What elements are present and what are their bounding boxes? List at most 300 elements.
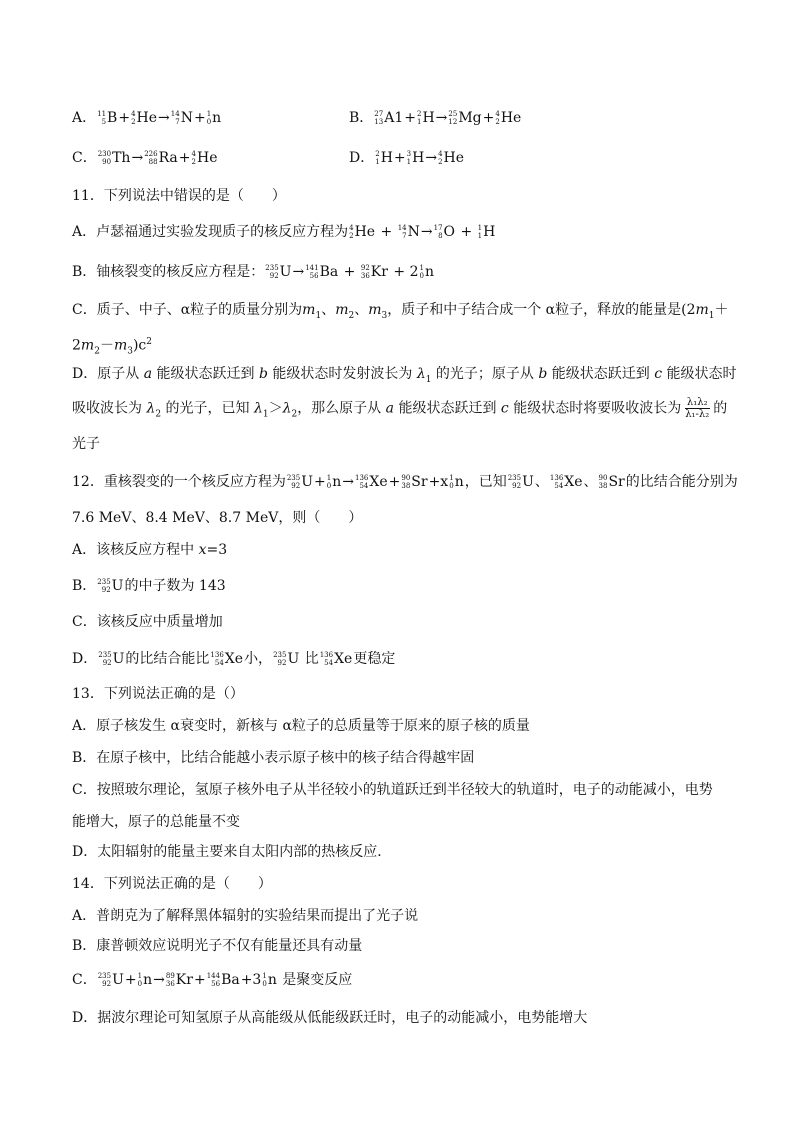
- mass-number: 92: [360, 264, 370, 272]
- element-symbol: H: [422, 110, 435, 126]
- text: 能级状态跃迁到: [394, 400, 501, 417]
- text: 的比结合能分别为: [625, 474, 738, 490]
- nuclide-scripts: [207, 972, 220, 988]
- fraction-denominator: λ₁-λ₂: [685, 409, 710, 420]
- text: 吸收波长为: [72, 400, 147, 417]
- element-symbol: n: [332, 474, 342, 490]
- text: 能级状态跃迁到: [547, 366, 655, 382]
- atomic-number: 7: [175, 118, 180, 126]
- text: 的光子；原子从: [431, 366, 539, 382]
- element-symbol: H: [412, 150, 425, 166]
- element-symbol: He: [136, 110, 158, 126]
- text: )c: [132, 337, 147, 354]
- text: +: [388, 474, 401, 490]
- atomic-number: 1: [416, 118, 422, 126]
- mass-number: 1: [449, 474, 454, 482]
- text: +: [314, 474, 326, 490]
- option-label: B．: [72, 578, 97, 594]
- element-symbol: n: [267, 972, 277, 988]
- nuclide-scripts: [210, 651, 223, 667]
- atomic-number: 54: [324, 659, 334, 667]
- plus-sign: +: [339, 264, 360, 280]
- nuclide-scripts: [417, 110, 421, 126]
- var: b: [258, 366, 268, 382]
- q14-option-c: [72, 970, 352, 990]
- atomic-number: 56: [211, 980, 221, 988]
- nuclide-scripts: [398, 224, 407, 240]
- element-symbol: U: [287, 651, 300, 667]
- atomic-number: 5: [101, 118, 107, 126]
- var: m: [302, 302, 316, 318]
- atomic-number: 54: [214, 659, 224, 667]
- atomic-number: 90: [102, 158, 112, 166]
- nuclide-scripts: [262, 972, 266, 988]
- sub: 3: [381, 310, 388, 321]
- mass-number: 90: [401, 474, 411, 482]
- mass-number: 14: [170, 110, 180, 118]
- atomic-number: 8: [438, 232, 443, 240]
- sub: 1: [708, 310, 715, 321]
- q13-option-c-line2: 能增大，原子的总能量不变: [72, 814, 240, 830]
- nuclide-scripts: [98, 651, 111, 667]
- arrow: →: [420, 224, 433, 240]
- mass-number: 144: [206, 972, 221, 980]
- mass-number: 89: [165, 972, 175, 980]
- mass-number: 25: [448, 110, 458, 118]
- q11-option-b: [72, 262, 435, 282]
- option-label: C．: [72, 972, 97, 988]
- nuclide-scripts: [401, 474, 410, 490]
- nuclide-scripts: [138, 972, 142, 988]
- text: +: [193, 972, 206, 988]
- plus-sign: +: [376, 224, 397, 240]
- element-symbol: Ba: [319, 264, 339, 280]
- nuclide: [98, 970, 124, 990]
- var: m: [80, 337, 95, 354]
- mass-number: 226: [144, 150, 158, 158]
- element-symbol: He: [196, 150, 218, 166]
- sub: 3: [127, 346, 133, 357]
- element-symbol: He: [354, 224, 376, 240]
- option-label: C．: [72, 150, 97, 166]
- plus-sign: +: [456, 224, 477, 240]
- var: b: [538, 366, 548, 382]
- element-symbol: Th: [112, 150, 131, 166]
- element-symbol: N: [180, 110, 193, 126]
- q11-option-a: [72, 222, 496, 242]
- mass-number: 1: [206, 110, 212, 118]
- text: 、: [583, 474, 598, 490]
- q11-stem: 11．下列说法中错误的是（ ）: [72, 188, 286, 204]
- nuclide: [420, 262, 435, 282]
- atomic-number: 38: [401, 482, 411, 490]
- nuclide: [207, 108, 222, 128]
- q14-option-a: A．普朗克为了解释黑体辐射的实验结果而提出了光子说: [72, 908, 419, 924]
- element-symbol: U: [112, 972, 124, 988]
- nuclide-scripts: [448, 110, 457, 126]
- var: m: [368, 302, 382, 318]
- element-symbol: O: [443, 224, 456, 240]
- option-label: B．: [349, 110, 374, 126]
- plus-sign: +: [178, 150, 191, 166]
- q11-option-d-line3: 光子: [72, 436, 100, 452]
- text: 的光子，已知: [161, 400, 254, 417]
- mass-number: 4: [191, 150, 196, 158]
- mass-number: 4: [495, 110, 500, 118]
- mass-number: 27: [374, 110, 384, 118]
- atomic-number: 0: [206, 118, 212, 126]
- option-text: B．铀核裂变的核反应方程是：: [72, 264, 265, 280]
- element-symbol: N: [407, 224, 420, 240]
- nuclide: [361, 262, 388, 282]
- atomic-number: 36: [165, 980, 175, 988]
- element-symbol: He: [500, 110, 522, 126]
- nuclide-scripts: [438, 150, 442, 166]
- nuclide-scripts: [407, 150, 411, 166]
- nuclide: [407, 148, 425, 168]
- var: λ: [253, 400, 263, 417]
- nuclide-scripts: [171, 110, 180, 126]
- text: 能级状态时发射波长为: [267, 366, 417, 382]
- nuclide: [449, 472, 464, 492]
- option-text: A．卢瑟福通过实验发现质子的核反应方程为: [72, 224, 349, 240]
- mass-number: 4: [438, 150, 443, 158]
- atomic-number: 2: [495, 118, 500, 126]
- nuclide-scripts: [599, 474, 608, 490]
- nuclide: [210, 649, 243, 669]
- q12-option-a: [72, 540, 227, 560]
- option-label: D．: [349, 150, 375, 166]
- nuclide-scripts: [97, 110, 106, 126]
- atomic-number: 0: [449, 482, 454, 490]
- nuclide: [98, 649, 124, 669]
- mass-number: 235: [98, 651, 112, 659]
- text: +x: [428, 474, 449, 490]
- nuclide: [171, 108, 193, 128]
- q14-stem: 14．下列说法正确的是（ ）: [72, 876, 272, 892]
- nuclide-scripts: [355, 474, 368, 490]
- atomic-number: 1: [406, 158, 412, 166]
- atomic-number: 36: [360, 272, 370, 280]
- atomic-number: 2: [191, 158, 196, 166]
- mass-number: 235: [273, 651, 287, 659]
- text: 是聚变反应: [277, 972, 353, 988]
- nuclide-scripts: [508, 474, 521, 490]
- atomic-number: 2: [349, 232, 354, 240]
- sub: 2: [94, 346, 100, 357]
- mass-number: 235: [97, 578, 111, 586]
- nuclide-scripts: [97, 578, 110, 594]
- nuclide-scripts: [550, 474, 563, 490]
- mass-number: 2: [375, 150, 380, 158]
- mass-number: 141: [305, 264, 319, 272]
- element-symbol: U: [112, 651, 125, 667]
- nuclide-scripts: [287, 474, 300, 490]
- q10-option-a: [72, 108, 222, 128]
- text: －: [99, 337, 114, 354]
- nuclide: [98, 148, 131, 168]
- nuclide: [144, 148, 178, 168]
- nuclide: [434, 222, 455, 242]
- mass-number: 1: [326, 474, 332, 482]
- mass-number: 235: [265, 264, 279, 272]
- element-symbol: U: [522, 474, 534, 490]
- text: 、: [321, 302, 336, 318]
- atomic-number: 2: [131, 118, 136, 126]
- mass-number: 14: [397, 224, 407, 232]
- nuclide-scripts: [320, 651, 333, 667]
- wavelength-fraction: [683, 397, 711, 420]
- plus-sign: +: [482, 110, 495, 126]
- text: 12．重核裂变的一个核反应方程为: [72, 474, 286, 490]
- element-symbol: Sr: [411, 474, 428, 490]
- sub: 2: [291, 409, 298, 420]
- var: λ: [282, 400, 292, 417]
- nuclide-scripts: [166, 972, 175, 988]
- atomic-number: 92: [512, 482, 522, 490]
- mass-number: 136: [354, 474, 369, 482]
- mass-number: 90: [598, 474, 608, 482]
- atomic-number: 92: [277, 659, 287, 667]
- q13-stem: 13．下列说法正确的是（）: [72, 686, 244, 702]
- nuclide: [265, 262, 291, 282]
- mass-number: 235: [507, 474, 522, 482]
- text: =3: [206, 542, 228, 558]
- element-symbol: Mg: [458, 110, 482, 126]
- element-symbol: He: [443, 150, 465, 166]
- mass-number: 136: [319, 651, 334, 659]
- text: ，已知: [464, 474, 507, 490]
- q12-option-b: [72, 576, 226, 596]
- q14-option-b: B．康普顿效应说明光子不仅有能量还具有动量: [72, 938, 363, 954]
- nuclide: [448, 108, 481, 128]
- element-symbol: n: [212, 110, 222, 126]
- q11-option-d-line1: [72, 364, 737, 390]
- q13-option-d: D．太阳辐射的能量主要来自太阳内部的热核反应．: [72, 844, 392, 860]
- element-symbol: Xe: [564, 474, 583, 490]
- atomic-number: 0: [262, 980, 267, 988]
- arrow: →: [158, 110, 170, 126]
- nuclide: [320, 649, 353, 669]
- atomic-number: 92: [102, 659, 112, 667]
- element-symbol: Sr: [608, 474, 625, 490]
- text: +: [124, 972, 137, 988]
- nuclide-scripts: [98, 150, 111, 166]
- nuclide: [262, 970, 277, 990]
- var: c: [654, 366, 663, 382]
- text: A．该核反应方程中: [72, 542, 199, 558]
- option-label: D．: [72, 651, 98, 667]
- mass-number: 2: [416, 110, 422, 118]
- mass-number: 11: [97, 110, 107, 118]
- nuclide: [273, 649, 299, 669]
- atomic-number: 1: [375, 158, 380, 166]
- mass-number: 235: [97, 972, 112, 980]
- nuclide: [166, 970, 193, 990]
- arrow: →: [153, 972, 165, 988]
- nuclide-scripts: [207, 110, 211, 126]
- nuclide-scripts: [144, 150, 157, 166]
- text: 、: [354, 302, 369, 318]
- element-symbol: H: [483, 224, 496, 240]
- q13-option-c-line1: C．按照玻尔理论，氢原子核外电子从半径较小的轨道跃迁到半径较大的轨道时，电子的动能减小，电势: [72, 782, 713, 798]
- sup: 2: [146, 337, 152, 347]
- q14-option-d: D．据波尔理论可知氢原子从高能级从低能级跃迁时，电子的动能减小，电势能增大: [72, 1010, 588, 1026]
- nuclide: [97, 576, 123, 596]
- element-symbol: U: [111, 578, 124, 594]
- sub: 1: [425, 374, 432, 385]
- atomic-number: 1: [477, 232, 483, 240]
- var: x: [198, 542, 207, 558]
- q12-stem: [72, 472, 738, 492]
- mass-number: 1: [137, 972, 143, 980]
- mass-number: 17: [433, 224, 443, 232]
- plus-sign: +: [393, 150, 406, 166]
- q11-option-d-line2: [72, 397, 727, 424]
- text: 、: [534, 474, 549, 490]
- arrow: →: [131, 150, 144, 166]
- nuclide: [398, 222, 420, 242]
- nuclide-scripts: [361, 264, 370, 280]
- atomic-number: 92: [101, 586, 111, 594]
- nuclide: [417, 108, 435, 128]
- mass-number: 4: [131, 110, 136, 118]
- text: +3: [240, 972, 262, 988]
- var: m: [113, 337, 128, 354]
- element-symbol: Kr: [370, 264, 388, 280]
- q10-option-b: [349, 108, 522, 128]
- atomic-number: 56: [309, 272, 319, 280]
- atomic-number: 13: [374, 118, 384, 126]
- mass-number: 4: [349, 224, 354, 232]
- nuclide: [305, 262, 338, 282]
- var: a: [385, 400, 394, 417]
- element-symbol: Ra: [158, 150, 178, 166]
- nuclide-scripts: [98, 972, 111, 988]
- mass-number: 235: [286, 474, 301, 482]
- nuclide-scripts: [374, 110, 383, 126]
- element-symbol: H: [380, 150, 393, 166]
- atomic-number: 7: [402, 232, 407, 240]
- nuclide-scripts: [192, 150, 196, 166]
- atomic-number: 92: [291, 482, 301, 490]
- q11-option-c-line2: [72, 332, 152, 361]
- plus-sign: +: [404, 110, 416, 126]
- text: 的中子数为 143: [124, 578, 226, 594]
- mass-number: 136: [210, 651, 224, 659]
- nuclide: [97, 108, 117, 128]
- mass-number: 1: [419, 264, 424, 272]
- text: 比: [300, 651, 319, 667]
- nuclide: [327, 472, 342, 492]
- text: ，那么原子从: [297, 400, 386, 417]
- text: ，质子和中子结合成一个 α粒子，释放的能量是(2: [387, 302, 696, 318]
- mass-number: 1: [477, 224, 483, 232]
- nuclide-scripts: [375, 150, 379, 166]
- nuclide-scripts: [305, 264, 318, 280]
- sub: 2: [155, 409, 162, 420]
- text: 小，: [244, 651, 273, 667]
- atomic-number: 54: [554, 482, 564, 490]
- var: a: [143, 366, 153, 382]
- text: ＋: [714, 302, 729, 318]
- var: λ: [146, 400, 156, 417]
- mass-number: 230: [97, 150, 112, 158]
- var: m: [335, 302, 349, 318]
- q10-option-c: [72, 148, 218, 168]
- element-symbol: B: [107, 110, 118, 126]
- nuclide-scripts: [495, 110, 499, 126]
- element-symbol: Ba: [221, 972, 240, 988]
- nuclide: [508, 472, 534, 492]
- atomic-number: 0: [137, 980, 143, 988]
- nuclide: [375, 148, 393, 168]
- element-symbol: U: [279, 264, 292, 280]
- arrow: →: [425, 150, 438, 166]
- element-symbol: U: [301, 474, 314, 490]
- nuclide-scripts: [265, 264, 278, 280]
- atomic-number: 12: [448, 118, 458, 126]
- text: 能级状态时: [662, 366, 737, 382]
- mass-number: 3: [406, 150, 412, 158]
- nuclide: [349, 222, 375, 242]
- element-symbol: n: [143, 972, 153, 988]
- atomic-number: 0: [419, 272, 424, 280]
- arrow: →: [342, 474, 354, 490]
- element-symbol: Xe: [334, 651, 353, 667]
- atomic-number: 2: [438, 158, 443, 166]
- plus-sign: +: [118, 110, 131, 126]
- nuclide: [478, 222, 496, 242]
- arrow: →: [292, 264, 305, 280]
- q11-option-c-line1: [72, 300, 729, 326]
- mass-number: 136: [549, 474, 564, 482]
- plus-sign: +: [193, 110, 206, 126]
- text: 更稳定: [353, 651, 396, 667]
- element-symbol: Xe: [224, 651, 244, 667]
- atomic-number: 92: [102, 980, 112, 988]
- nuclide: [138, 970, 153, 990]
- atomic-number: 92: [269, 272, 279, 280]
- q13-option-a: A．原子核发生 α衰变时，新核与 α粒子的总质量等于原来的原子核的质量: [72, 718, 530, 734]
- q10-option-d: [349, 148, 465, 168]
- text: 能级状态跃迁到: [152, 366, 259, 382]
- text: C．质子、中子、α粒子的质量分别为: [72, 302, 303, 318]
- nuclide: [550, 472, 583, 492]
- element-symbol: Xe: [369, 474, 388, 490]
- nuclide-scripts: [327, 474, 331, 490]
- nuclide-scripts: [434, 224, 443, 240]
- element-symbol: n: [424, 264, 434, 280]
- plus-sign: + 2: [388, 264, 419, 280]
- nuclide-scripts: [273, 651, 286, 667]
- q12-stem-line2: 7.6 MeV、8.4 MeV、8.7 MeV，则（ ）: [72, 510, 363, 526]
- sub: 2: [348, 310, 355, 321]
- atomic-number: 0: [326, 482, 332, 490]
- text: D．原子从: [72, 366, 144, 382]
- nuclide: [287, 472, 313, 492]
- nuclide-scripts: [131, 110, 135, 126]
- q12-option-c: C．该核反应中质量增加: [72, 614, 223, 630]
- element-symbol: n: [454, 474, 464, 490]
- nuclide-scripts: [349, 224, 353, 240]
- mass-number: 1: [262, 972, 267, 980]
- nuclide: [131, 108, 157, 128]
- q12-option-d: [72, 649, 395, 669]
- sub: 1: [315, 310, 322, 321]
- nuclide-scripts: [420, 264, 424, 280]
- nuclide: [192, 148, 218, 168]
